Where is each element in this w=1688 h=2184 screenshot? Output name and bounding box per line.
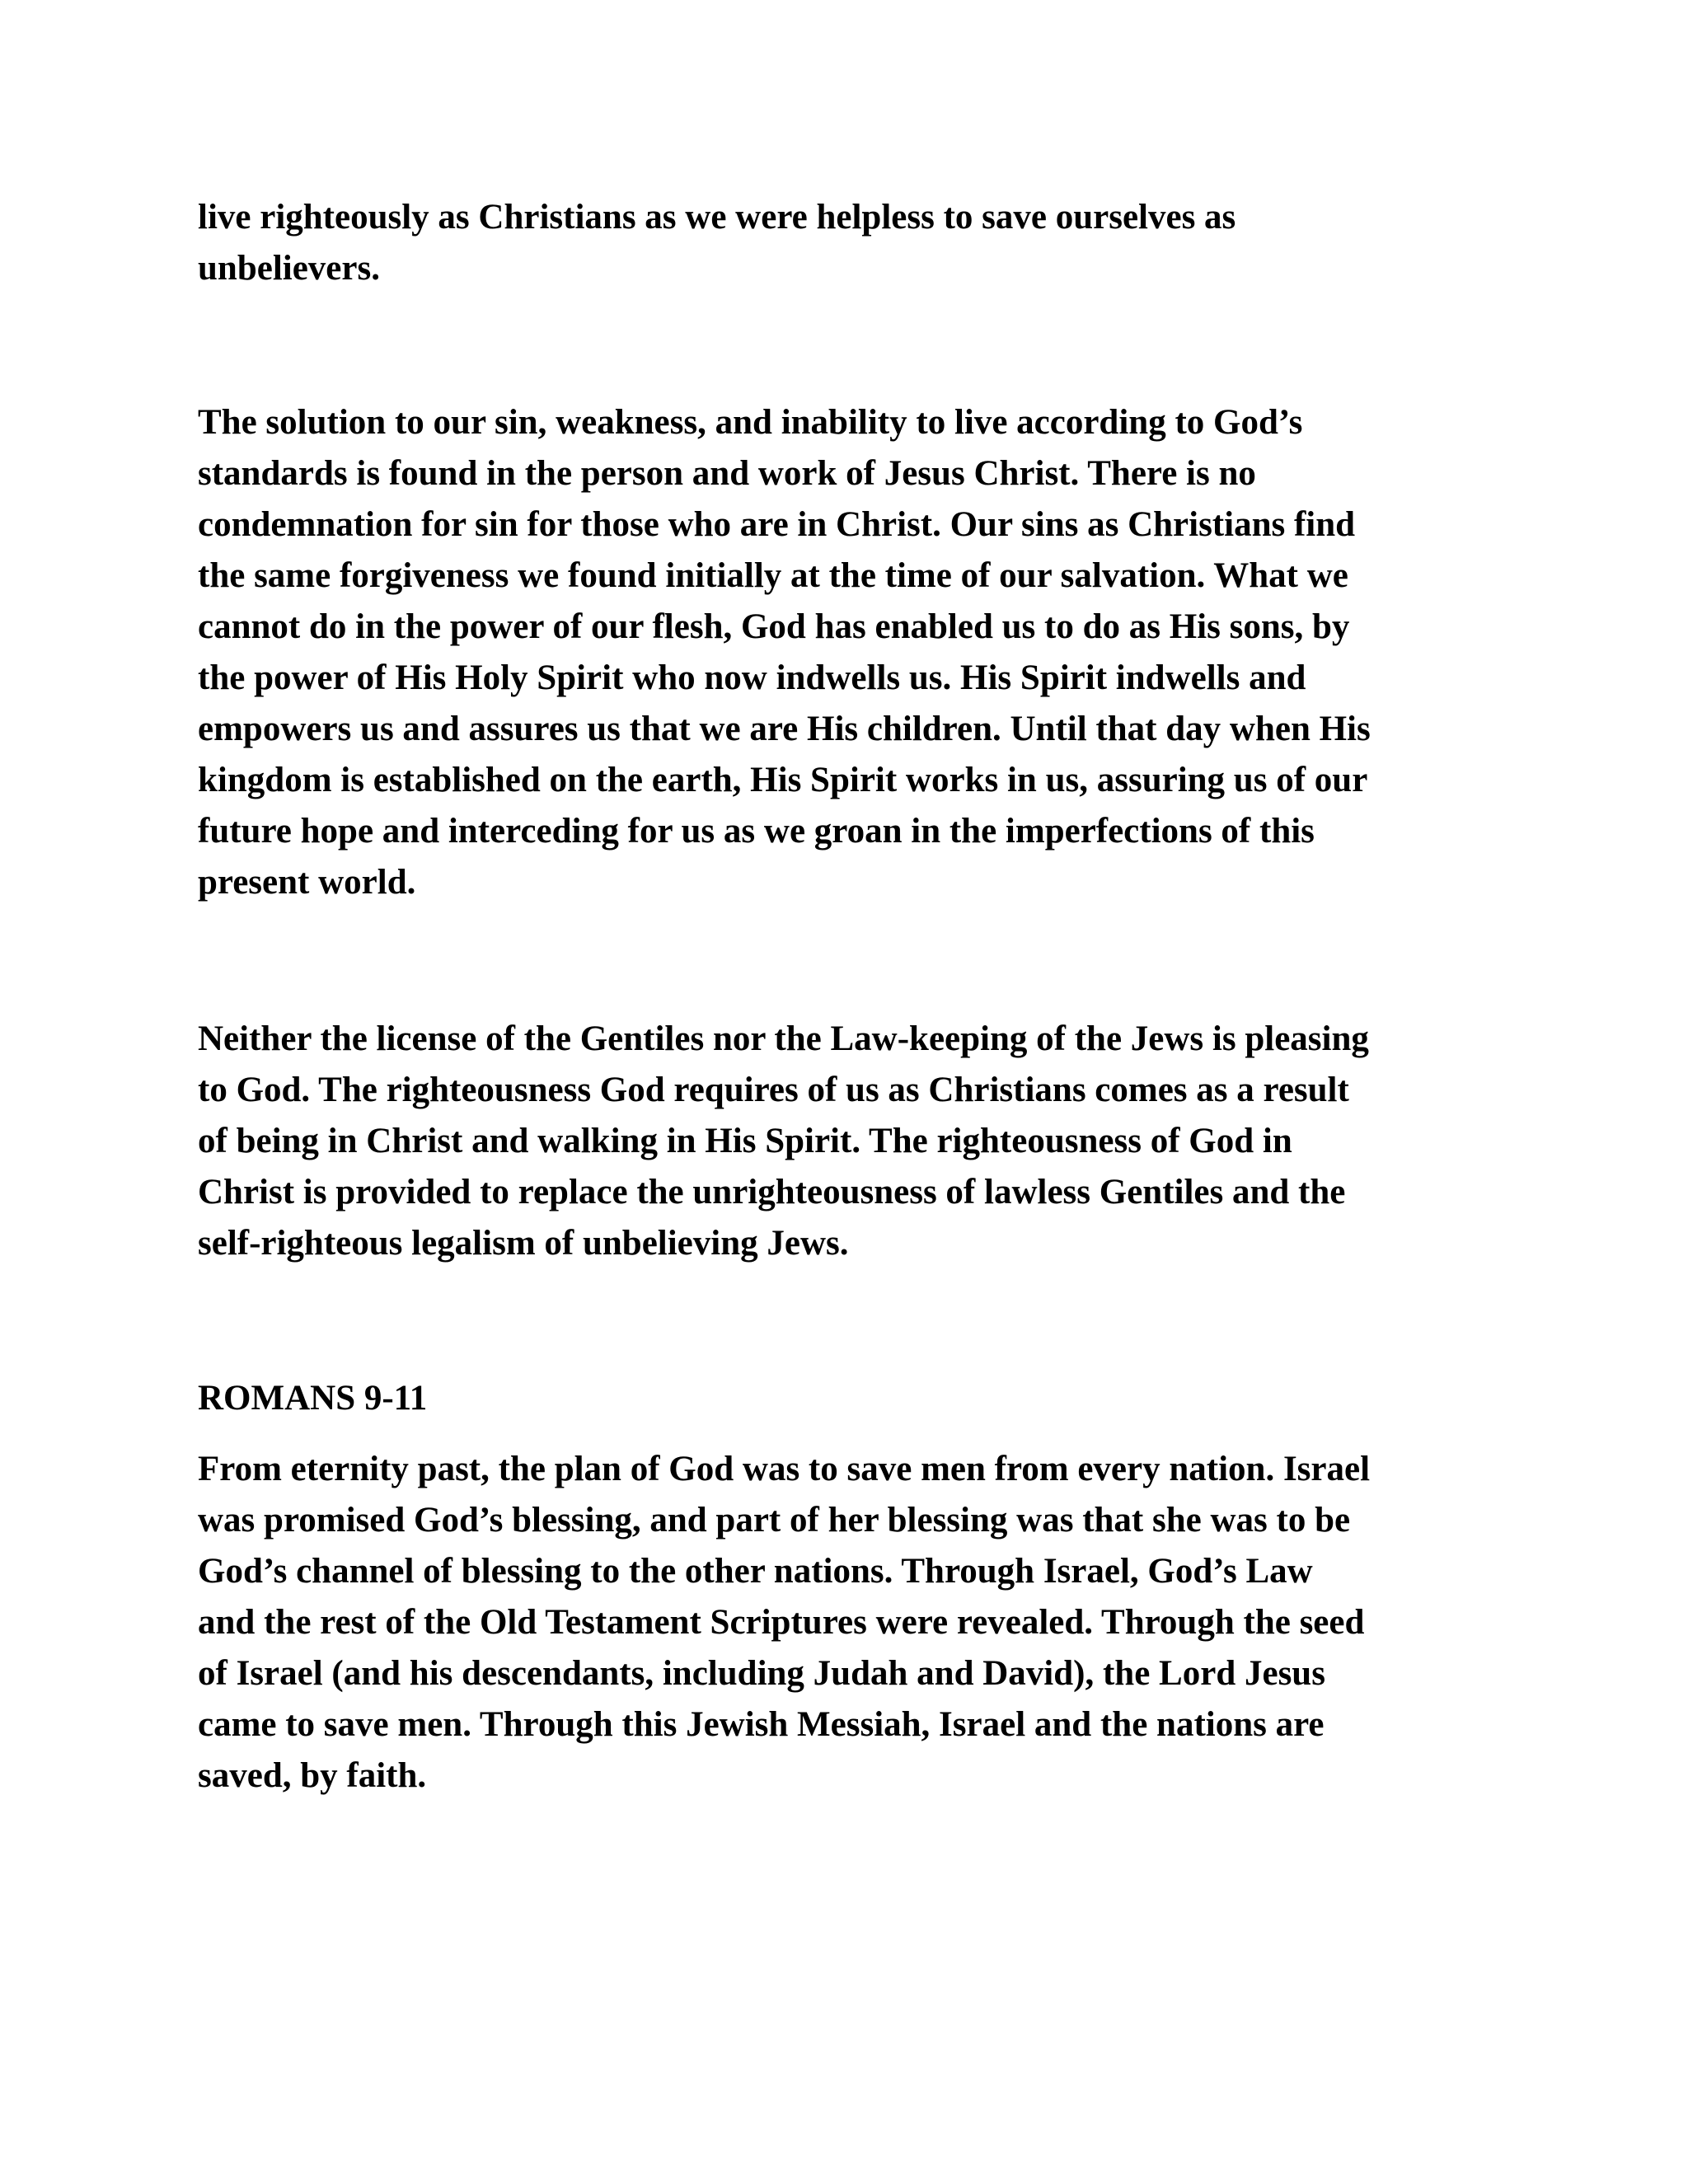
paragraph-line: condemnation for sin for those who are in Christ. Our sins as Christians find [198,505,1356,544]
paragraph-line: Neither the license of the Gentiles nor the Law-keeping of the Jews is pleasing [198,1019,1369,1058]
paragraph-continuation [198,192,1500,294]
paragraph-line: standards is found in the person and work of Jesus Christ. There is no [198,454,1256,493]
paragraph-line: From eternity past, the plan of God was to save men from every nation. Israel [198,1450,1371,1488]
paragraph-righteousness [198,1014,1500,1269]
paragraph-line: unbelievers. [198,249,380,288]
paragraph-line: the same forgiveness we found initially at the time of our salvation. What we [198,556,1348,595]
paragraph-line: cannot do in the power of our flesh, God has enabled us to do as His sons, by [198,607,1350,646]
paragraph-line: to God. The righteousness God requires of us as Christians comes as a result [198,1071,1349,1109]
paragraph-line: saved, by faith. [198,1756,427,1795]
paragraph-line: was promised God’s blessing, and part of her blessing was that she was to be [198,1501,1351,1540]
paragraph-line: live righteously as Christians as we were helpless to save ourselves as [198,198,1236,237]
paragraph-line: The solution to our sin, weakness, and inability to live according to God’s [198,403,1303,442]
paragraph-line: and the rest of the Old Testament Scriptures were revealed. Through the seed [198,1603,1365,1642]
paragraph-plan-of-god [198,1444,1500,1802]
paragraph-line: of being in Christ and walking in His Spirit. The righteousness of God in [198,1122,1292,1160]
paragraph-line: self-righteous legalism of unbelieving Jews. [198,1224,849,1263]
section-heading [198,1373,1500,1424]
paragraph-line: came to save men. Through this Jewish Messiah, Israel and the nations are [198,1705,1325,1744]
paragraph-line: of Israel (and his descendants, including Judah and David), the Lord Jesus [198,1654,1325,1693]
paragraph-line: future hope and interceding for us as we groan in the imperfections of this [198,812,1315,851]
section-heading-text: ROMANS 9-11 [198,1379,428,1418]
paragraph-solution [198,397,1500,908]
paragraph-line: God’s channel of blessing to the other nations. Through Israel, God’s Law [198,1552,1313,1591]
paragraph-line: kingdom is established on the earth, His Spirit works in us, assuring us of our [198,761,1368,799]
paragraph-line: Christ is provided to replace the unrighteousness of lawless Gentiles and the [198,1173,1346,1212]
paragraph-line: empowers us and assures us that we are His children. Until that day when His [198,710,1371,748]
paragraph-line: present world. [198,863,416,902]
paragraph-line: the power of His Holy Spirit who now indwells us. His Spirit indwells and [198,658,1306,697]
